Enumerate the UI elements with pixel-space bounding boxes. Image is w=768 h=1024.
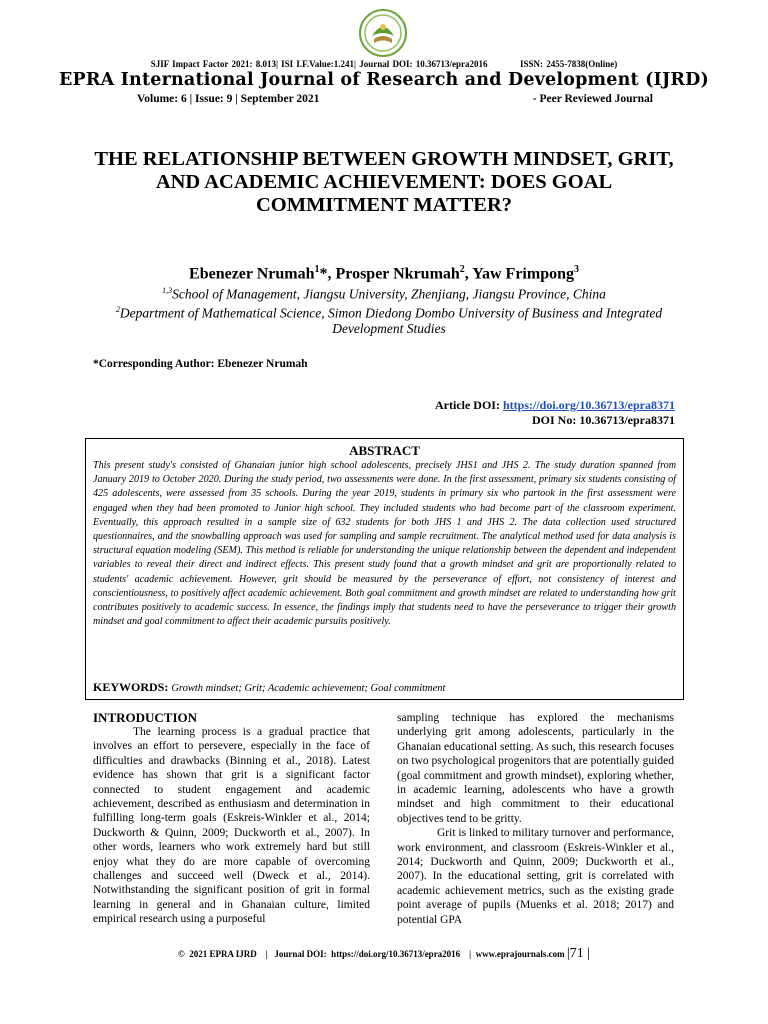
doi-label: Article DOI:	[435, 398, 503, 412]
footer-text: © 2021 EPRA IJRD | Journal DOI: https://doi.org/10.36713/epra2016 | www.eprajournals.com	[177, 949, 567, 959]
body-column-right	[397, 711, 674, 927]
journal-title: EPRA International Journal of Research and Development (IJRD)	[58, 70, 710, 90]
journal-logo-icon	[358, 8, 408, 58]
abstract-text: This present study's consisted of Ghanaian junior high school adolescents, precisely JHS1 and JHS 2. The study duration spanned from January 2019 to October 2020. During the study period, two assessments were done. In the first assessment, primary six students consisting of 425 adolescents, were assessed from 35 schools. During the year 2019, students in primary six who partook in the first assessment were engaged when they had been promoted to Junior high school. They included students who had become part of the classroom experiment. Eventually, this approach resulted in a sample size of 632 students for both JHS 1 and JHS 2. The data collection used structured questionnaires, and the snowballing approach was used for sampling and sample recruitment. The analytical method used for data analysis is structural equation modeling (SEM). This method is reliable for understanding the unique relationship between the dependent and independent variables to reveal their direct and indirect effects. This present study found that a growth mindset and grit are proportionally related to students' academic achievement. However, grit should be measured by the perseverance of effort, not consistency of interest and conscientiousness, to positively affect academic achievement. Both goal commitment and growth mindset are related to understanding how grit contributes positively to academic success. In essence, the findings imply that students need to have the perseverance to trigger their growth mindset and goal commitment to affect their academic pursuits positively.	[93, 460, 676, 628]
author-superscript: 1	[314, 264, 320, 275]
author-name: Yaw Frimpong	[472, 265, 574, 283]
page-number: |71 |	[566, 946, 591, 961]
introduction-heading: INTRODUCTION	[93, 710, 198, 725]
page-footer	[0, 946, 768, 962]
affiliation-2	[95, 302, 683, 336]
affiliation-superscript: 2	[115, 305, 120, 314]
keywords-list: Growth mindset; Grit; Academic achievement; Goal commitment	[171, 683, 446, 694]
affiliation-text: Department of Mathematical Science, Simon Diedong Dombo University of Business and Integrated Development Studies	[119, 305, 663, 336]
peer-reviewed-label: - Peer Reviewed Journal	[532, 93, 653, 105]
corresponding-mark: *,	[319, 265, 336, 283]
corresponding-author: *Corresponding Author: Ebenezer Nrumah	[93, 358, 308, 370]
author-superscript: 3	[573, 264, 579, 275]
keywords	[93, 680, 445, 695]
author-name: Prosper Nkrumah	[335, 265, 460, 283]
author-list	[0, 264, 768, 283]
doi-link[interactable]: https://doi.org/10.36713/epra8371	[502, 398, 675, 412]
author-superscript: 2	[459, 264, 465, 275]
affiliation-superscript: 1,3	[162, 286, 173, 295]
journal-metadata-line: SJIF Impact Factor 2021: 8.013| ISI I.F.Value:1.241| Journal DOI: 10.36713/epra2016 ISSN: 2455-7838(Online)	[150, 59, 618, 69]
article-doi	[435, 398, 675, 413]
body-paragraph: sampling technique has explored the mechanisms underlying grit among adolescents, particularly in the Ghanaian educational setting. As such, this research focuses on two psychological progenitors that are potentially guided (goal commitment and growth mindset), exploring whether, in academic learning, adolescents who have a growth mindset and high commitment to their educational objectives tend to be gritty.	[397, 712, 674, 825]
doi-number: DOI No: 10.36713/epra8371	[532, 413, 675, 427]
body-column-left: The learning process is a gradual practice that involves an effort to persevere, especially in the face of difficulties and drawbacks (Binning et al., 2018). Latest evidence has shown that grit is a significant factor connected to student engagement and academic achievement, described as enthusiasm and determination in fulfilling long-term goals (Eskreis-Winkler et al., 2014; Duckworth & Quinn, 2009; Duckworth et al., 2007). In other words, learners who work extremely hard but still enjoy what they do are more capable of overcoming challenges and succeed well (Dweck et al., 2014). Notwithstanding the significant position of grit in formal learning in general and in Ghanaian culture, limited empirical research using a purposeful	[93, 726, 370, 926]
abstract-heading: ABSTRACT	[349, 443, 420, 458]
paper-title: THE RELATIONSHIP BETWEEN GROWTH MINDSET, GRIT, AND ACADEMIC ACHIEVEMENT: DOES GOAL COMMITMENT MATTER?	[94, 148, 674, 216]
author-separator: ,	[464, 265, 473, 283]
volume-issue: Volume: 6 | Issue: 9 | September 2021	[137, 93, 320, 105]
body-paragraph: Grit is linked to military turnover and performance, work environment, and classroom (Eskreis-Winkler et al., 2014; Duckworth and Quinn, 2009; Duckworth et al., 2007). In the educational setting, grit is correlated with academic achievement metrics, such as the existing grade point average of pupils (Muenks et al. 2018; 2017) and potential GPA	[397, 827, 674, 926]
affiliation-text: School of Management, Jiangsu University, Zhenjiang, Jiangsu Province, China	[172, 286, 606, 302]
affiliation-1	[0, 286, 768, 303]
author-name: Ebenezer Nrumah	[189, 265, 315, 283]
keywords-label: KEYWORDS:	[93, 680, 172, 694]
